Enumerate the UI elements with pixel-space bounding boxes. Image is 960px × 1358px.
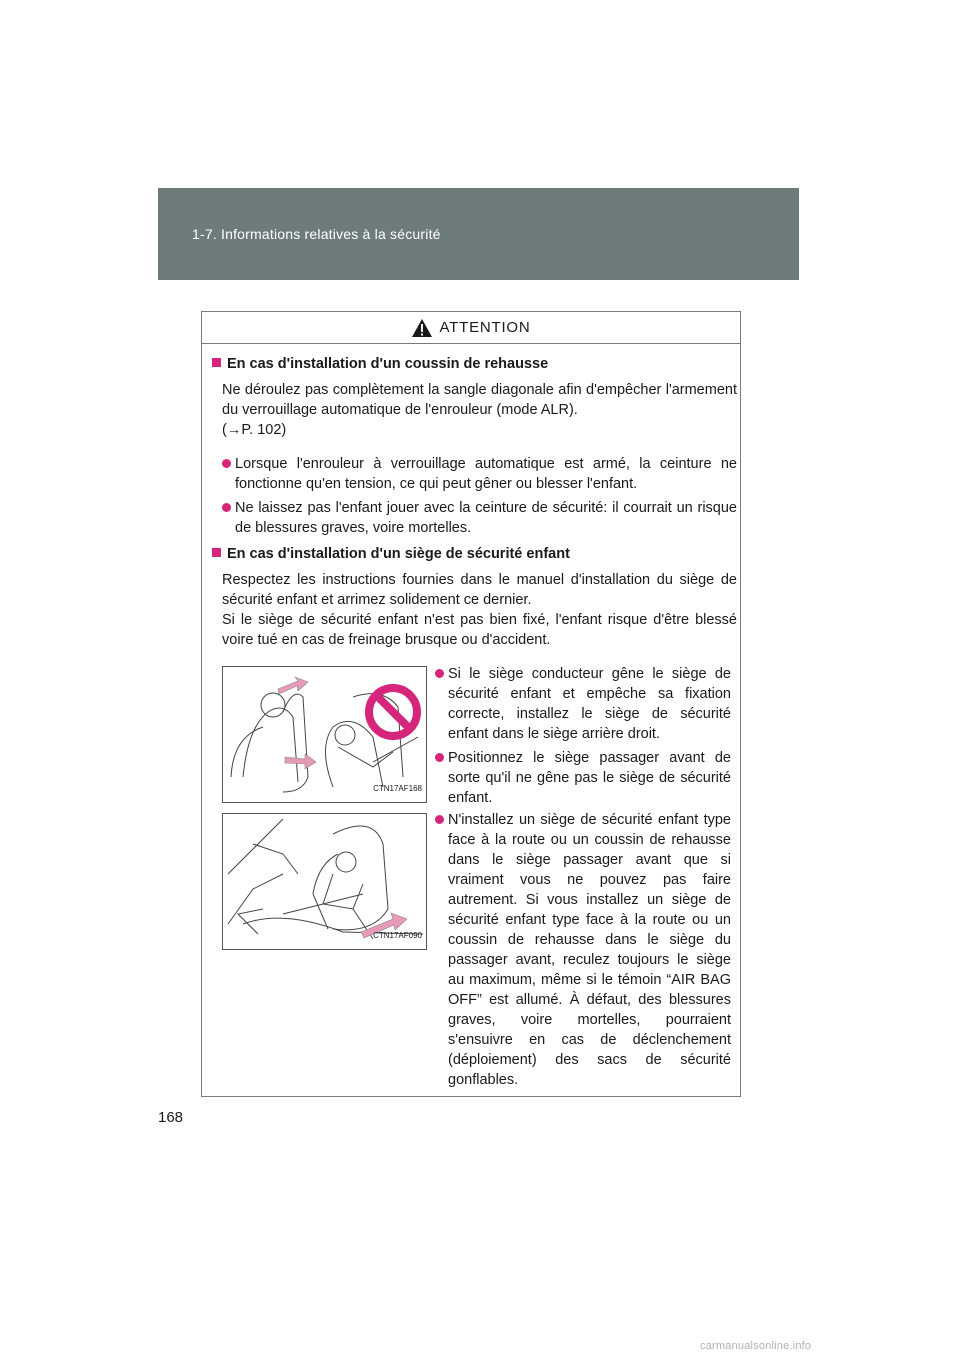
illustration-passenger-seat bbox=[222, 813, 427, 950]
section-1-intro: Ne déroulez pas complètement la sangle diagonale afin d'empêcher l'armement du verrouillage automatique de l'enrouleur (mode ALR). bbox=[222, 382, 737, 418]
section-header bbox=[158, 188, 799, 280]
section-2-bullet-2: Positionnez le siège passager avant de sorte qu'il ne gêne pas le siège de sécurité enfant. bbox=[435, 748, 731, 808]
bullet-dot-icon bbox=[222, 459, 231, 468]
bullet-dot-icon bbox=[222, 503, 231, 512]
prohibited-icon bbox=[369, 688, 417, 736]
section-2-bullet-1: Si le siège conducteur gêne le siège de sécurité enfant et empêche sa fixation correcte, installez le siège de sécurité enfant dans le siège arrière droit. bbox=[435, 664, 731, 744]
square-bullet-icon bbox=[212, 548, 221, 557]
square-bullet-icon bbox=[212, 358, 221, 367]
warning-header bbox=[202, 312, 740, 344]
watermark: carmanualsonline.info bbox=[700, 1340, 812, 1352]
warning-triangle-icon bbox=[411, 318, 433, 338]
section-1-ref: (→P. 102) bbox=[222, 422, 287, 438]
section-2-intro-1: Respectez les instructions fournies dans le manuel d'installation du siège de sécurité enfant et arrimez solidement ce dernier. bbox=[222, 572, 737, 608]
illustration-driver-seat bbox=[222, 666, 427, 803]
section-2-title: En cas d'installation d'un siège de sécurité enfant bbox=[212, 544, 570, 564]
section-1-title: En cas d'installation d'un coussin de rehausse bbox=[212, 354, 548, 374]
section-2-bullet-3: N'installez un siège de sécurité enfant type face à la route ou un coussin de rehausse dans le siège passager avant que si vraiment vous ne pouvez pas faire autrement. Si vous installez un siège de sécurité enfant type face à la route ou un coussin de rehausse dans le siège du passager avant, reculez toujours le siège au maximum, même si le témoin “AIR BAG OFF” est allumé. À défaut, des blessures graves, voire mortelles, pourraient s'ensuivre en cas de déclenchement (déploiement) des sacs de sécurité gonflables. bbox=[435, 810, 731, 1090]
section-title: 1-7. Informations relatives à la sécurité bbox=[192, 226, 441, 242]
bullet-dot-icon bbox=[435, 753, 444, 762]
section-1-bullet-2: Ne laissez pas l'enfant jouer avec la ceinture de sécurité: il courrait un risque de blessures graves, voire mortelles. bbox=[222, 498, 737, 538]
illustration-code: CTN17AF090 bbox=[373, 931, 422, 940]
warning-title: ATTENTION bbox=[439, 319, 531, 336]
section-2-intro-2: Si le siège de sécurité enfant n'est pas bien fixé, l'enfant risque d'être blessé voire tué en cas de freinage brusque ou d'accident. bbox=[222, 612, 737, 648]
warning-content bbox=[202, 344, 740, 1096]
illustration-code: CTN17AF168 bbox=[373, 784, 422, 793]
warning-box bbox=[201, 311, 741, 1097]
page-number: 168 bbox=[158, 1109, 184, 1126]
bullet-dot-icon bbox=[435, 669, 444, 678]
bullet-dot-icon bbox=[435, 815, 444, 824]
section-1-bullet-1: Lorsque l'enrouleur à verrouillage automatique est armé, la ceinture ne fonctionne qu'en tension, ce qui peut gêner ou blesser l'enfant. bbox=[222, 454, 737, 494]
